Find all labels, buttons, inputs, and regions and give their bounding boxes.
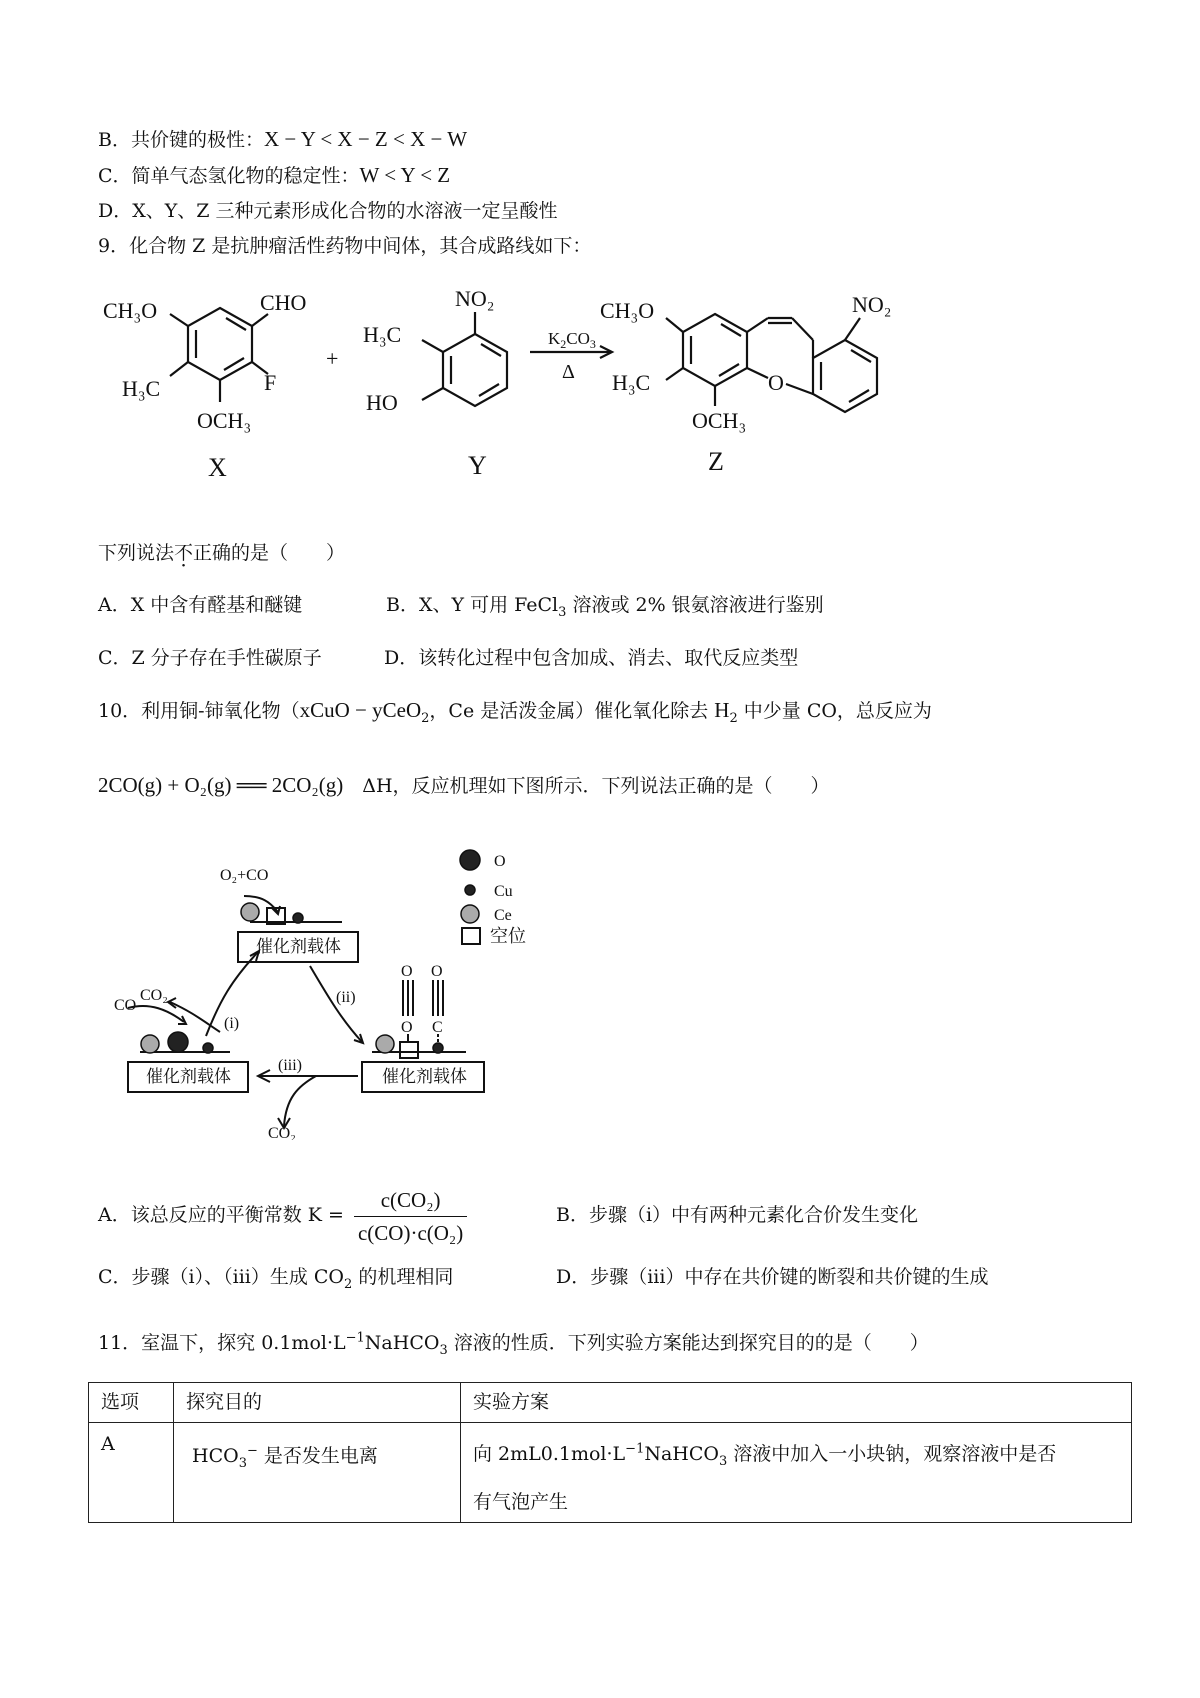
z-ch3o-label: CH₃O [600, 298, 655, 323]
reagent-label: $K_2CO_3$ [548, 329, 596, 351]
q8-option-d: D．X、Y、Z 三种元素形成化合物的水溶液一定呈酸性 [98, 200, 558, 222]
row-a-goal: $HCO_3^-$ 是否发生电离 [174, 1423, 461, 1523]
legend-vacancy-label: 空位 [490, 926, 526, 946]
ce-atom [241, 903, 259, 921]
plus-sign: + [326, 346, 339, 371]
cu-atom [293, 913, 303, 923]
legend-o-label: O [494, 853, 506, 870]
y-ho-label: HO [366, 390, 398, 415]
vacancy-right [400, 1042, 418, 1058]
co2-bottom-label: CO₂ [268, 1125, 296, 1140]
q10-stem-line1: 10．利用铜-铈氧化物（xCuO − yCeO$_2$，Ce 是活泼金属）催化氧化除去 $H_2$ 中少量 CO，总反应为 [98, 698, 932, 726]
q9-option-a: A．X 中含有醛基和醚键 [98, 594, 303, 616]
q9-stem: 9．化合物 Z 是抗肿瘤活性药物中间体，其合成路线如下： [98, 235, 592, 257]
support-right-label: 催化剂载体 [382, 1067, 467, 1086]
atom-o-lower: O [401, 1019, 413, 1036]
q10-mechanism-diagram [110, 840, 590, 1140]
label-y: Y [468, 451, 487, 480]
q10-stem-line2: 2CO(g) + O₂(g) ══ 2CO₂(g) ΔH，反应机理如下图所示．下列说法正确的是（ ） [98, 773, 830, 797]
label-x: X [208, 453, 227, 482]
step-ii-label: (ii) [336, 989, 356, 1006]
q9-question: 下列说法不正确的是（ ） [98, 542, 346, 564]
legend-ce [461, 905, 479, 923]
legend-ce-label: Ce [494, 907, 512, 924]
support-left-label: 催化剂载体 [146, 1067, 231, 1086]
co2-top-label: CO₂ [140, 987, 168, 1004]
cu-atom [433, 1043, 443, 1053]
y-h3c-label: H₃C [363, 322, 402, 347]
ce-atom [141, 1035, 159, 1053]
x-f-label: F [264, 370, 277, 395]
q10-option-b: B．步骤（i）中有两种元素化合价发生变化 [556, 1204, 919, 1226]
z-h3c-label: H₃C [612, 370, 651, 395]
z-no2-label: NO₂ [852, 292, 892, 317]
atom-o-upper-left: O [401, 963, 413, 980]
label-z: Z [708, 447, 724, 476]
y-no2-label: NO₂ [455, 286, 495, 311]
legend-vacancy [462, 928, 480, 944]
x-och3-label: OCH₃ [197, 408, 252, 433]
z-och3-label: OCH₃ [692, 408, 747, 433]
header-plan: 实验方案 [461, 1383, 1132, 1423]
legend-cu [465, 885, 475, 895]
q11-stem: 11．室温下，探究 $0.1mol\cdot L^{-1}NaHCO_3$ 溶液的性质．下列实验方案能达到探究目的的是（ ） [98, 1330, 929, 1358]
ce-atom [376, 1035, 394, 1053]
y-benzene-ring [443, 334, 507, 406]
z-left-ring [683, 314, 747, 386]
x-h3c-label: H₃C [122, 376, 161, 401]
cu-atom [203, 1043, 213, 1053]
x-cho-label: CHO [260, 290, 307, 315]
q10-option-a: A．该总反应的平衡常数 K = $\frac{\text{c(CO₂)}}{\text{c(CO)·c(O₂)}}$ [98, 1180, 471, 1250]
q11-table [88, 1382, 1132, 1523]
atom-o-upper-right: O [431, 963, 443, 980]
row-a-option: A [89, 1423, 174, 1523]
q10-option-c: C．步骤（i）、（iii）生成 $CO_2$ 的机理相同 [98, 1266, 454, 1292]
step-i-label: (i) [224, 1015, 240, 1032]
support-top-label: 催化剂载体 [256, 937, 341, 956]
q8-option-c: C．简单气态氢化物的稳定性：W < Y < Z [98, 163, 451, 187]
q9-option-d: D．该转化过程中包含加成、消去、取代反应类型 [384, 647, 799, 669]
legend-cu-label: Cu [494, 883, 513, 900]
step-iii-label: (iii) [278, 1057, 302, 1074]
heat-symbol: Δ [562, 361, 575, 383]
q8-option-b: B．共价键的极性：X − Y < X − Z < X − W [98, 127, 468, 151]
z-right-ring [813, 340, 877, 412]
q9-synthesis-scheme [100, 278, 1020, 513]
z-ring-oxygen: O [768, 370, 784, 395]
header-option: 选项 [89, 1383, 174, 1423]
header-goal: 探究目的 [174, 1383, 461, 1423]
co-left-label: CO [114, 997, 137, 1014]
q9-option-c: C．Z 分子存在手性碳原子 [98, 647, 322, 669]
atom-c-lower: C [432, 1019, 443, 1036]
table-header-row [89, 1383, 1132, 1423]
o2-co-label: O₂+CO [220, 867, 269, 884]
table-row [89, 1423, 1132, 1523]
x-benzene-ring [188, 308, 252, 380]
legend-o [460, 850, 480, 870]
row-a-plan: 向 $2mL0.1mol\cdot L^{-1}NaHCO_3$ 溶液中加入一小块钠，观察溶液中是否 有气泡产生 [461, 1423, 1132, 1523]
o-atom [168, 1032, 188, 1052]
k-fraction: $\frac{\text{c(CO₂)}}{\text{c(CO)·c(O₂)}}$ [354, 1186, 467, 1247]
x-ch3o-label: CH₃O [103, 298, 158, 323]
q9-option-b: B．X、Y 可用 FeCl$_3$ 溶液或 2% 银氨溶液进行鉴别 [386, 594, 824, 620]
q10-option-d: D．步骤（iii）中存在共价键的断裂和共价键的生成 [556, 1266, 989, 1288]
